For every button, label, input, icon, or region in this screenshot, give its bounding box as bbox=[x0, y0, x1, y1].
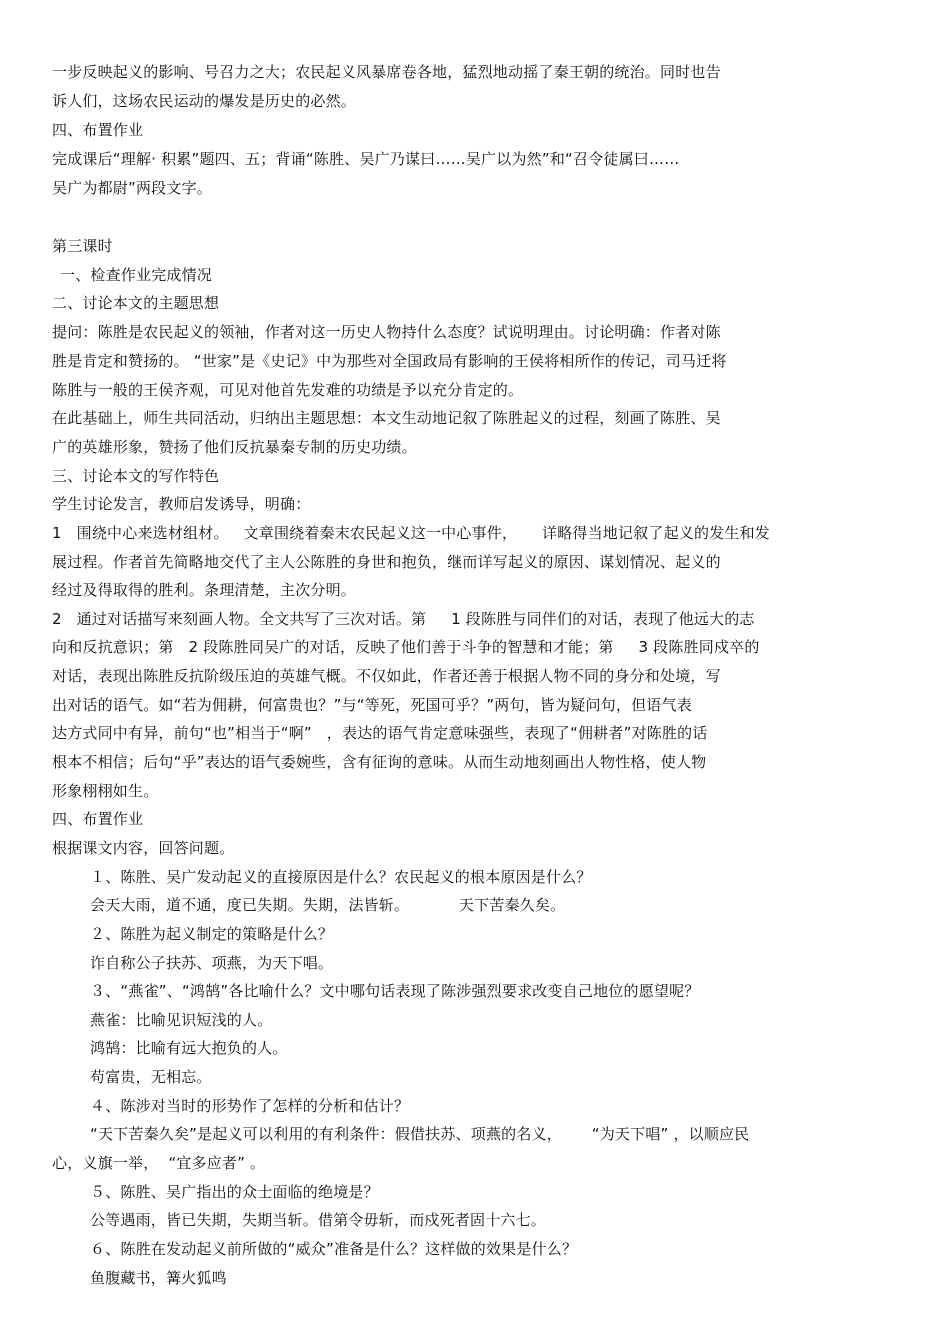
text-line: 在此基础上，师生共同活动，归纳出主题思想：本文生动地记叙了陈胜起义的过程，刻画了陈胜、吴 bbox=[52, 409, 721, 427]
question: ５、陈胜、吴广指出的众士面临的绝境是？ bbox=[90, 1183, 379, 1201]
text-line: 展过程。作者首先简略地交代了主人公陈胜的身世和抱负，继而详写起义的原因、谋划情况、起义的 bbox=[52, 553, 721, 571]
answer: 会天大雨，道不通，度已失期。失期，法皆斩。 天下苦秦久矣。 bbox=[90, 896, 566, 914]
section-heading: 二、讨论本文的主题思想 bbox=[52, 294, 220, 312]
text-line: 根据课文内容，回答问题。 bbox=[52, 839, 235, 857]
answer: 诈自称公子扶苏、项燕，为天下唱。 bbox=[90, 954, 334, 972]
text-line: 完成课后“理解· 积累”题四、五；背诵“陈胜、吴广乃谋曰……吴广以为然”和“召令徒属曰…… bbox=[52, 150, 680, 168]
text-line: 2 通过对话描写来刻画人物。全文共写了三次对话。第 1 段陈胜与同伴们的对话，表现了他远大的志 bbox=[52, 610, 755, 628]
text-line: 根本不相信；后句“乎”表达的语气委婉些，含有征询的意味。从而生动地刻画出人物性格，使人物 bbox=[52, 753, 707, 771]
answer: 心，义旗一举， “宜多应者” 。 bbox=[52, 1154, 266, 1172]
text-line: 胜是肯定和赞扬的。 “世家”是《史记》中为那些对全国政局有影响的王侯将相所作的传记，司马迁将 bbox=[52, 352, 727, 370]
text-line: 诉人们，这场农民运动的爆发是历史的必然。 bbox=[52, 92, 357, 110]
text-line: 学生讨论发言，教师启发诱导，明确： bbox=[52, 495, 311, 513]
section-heading: 一、检查作业完成情况 bbox=[60, 266, 213, 284]
text-line: 向和反抗意识；第 2 段陈胜同吴广的对话，反映了他们善于斗争的智慧和才能；第 3 段陈胜同戍卒的 bbox=[52, 638, 760, 656]
answer: 鸿鹄：比喻有远大抱负的人。 bbox=[90, 1039, 288, 1057]
lesson-title: 第三课时 bbox=[52, 237, 113, 255]
question: ４、陈涉对当时的形势作了怎样的分析和估计？ bbox=[90, 1097, 410, 1115]
answer: 鱼腹藏书，篝火狐鸣 bbox=[90, 1269, 227, 1287]
text-line: 提问：陈胜是农民起义的领袖，作者对这一历史人物持什么态度？试说明理由。讨论明确：作者对陈 bbox=[52, 323, 721, 341]
section-heading: 四、布置作业 bbox=[52, 810, 144, 828]
answer: “天下苦秦久矣”是起义可以利用的有利条件：假借扶苏、项燕的名义， “为天下唱” ，以顺应民 bbox=[90, 1125, 750, 1143]
section-heading: 三、讨论本文的写作特色 bbox=[52, 467, 220, 485]
answer: 公等遇雨，皆已失期，失期当斩。借第令毋斩，而戍死者固十六七。 bbox=[90, 1211, 547, 1229]
text-line: 陈胜与一般的王侯齐观，可见对他首先发难的功绩是予以充分肯定的。 bbox=[52, 381, 524, 399]
text-line: 经过及得取得的胜利。条理清楚，主次分明。 bbox=[52, 581, 357, 599]
question: １、陈胜、吴广发动起义的直接原因是什么？农民起义的根本原因是什么？ bbox=[90, 868, 592, 886]
text-line: 1 围绕中心来选材组材。 文章围绕着秦末农民起义这一中心事件， 详略得当地记叙了起义的发生和发 bbox=[52, 524, 770, 542]
question: ３、“燕雀”、“鸿鹄”各比喻什么？文中哪句话表现了陈涉强烈要求改变自己地位的愿望呢？ bbox=[90, 982, 700, 1000]
section-heading: 四、布置作业 bbox=[52, 121, 144, 139]
question: ６、陈胜在发动起义前所做的“威众”准备是什么？这样做的效果是什么？ bbox=[90, 1240, 578, 1258]
text-line: 对话，表现出陈胜反抗阶级压迫的英雄气概。不仅如此，作者还善于根据人物不同的身分和处境，写 bbox=[52, 667, 721, 685]
text-line: 形象栩栩如生。 bbox=[52, 782, 159, 800]
text-line: 一步反映起义的影响、号召力之大；农民起义风暴席卷各地，猛烈地动摇了秦王朝的统治。同时也告 bbox=[52, 63, 721, 81]
text-line: 出对话的语气。如“若为佣耕，何富贵也？”与“等死，死国可乎？”两句，皆为疑问句，但语气表 bbox=[52, 696, 692, 714]
text-line: 达方式同中有异，前句“也”相当于“啊” ，表达的语气肯定意味强些，表现了“佣耕者”对陈胜的话 bbox=[52, 724, 708, 742]
text-line: 广的英雄形象，赞扬了他们反抗暴秦专制的历史功绩。 bbox=[52, 438, 417, 456]
question: ２、陈胜为起义制定的策略是什么？ bbox=[90, 925, 334, 943]
text-line: 吴广为都尉”两段文字。 bbox=[52, 179, 212, 197]
answer: 苟富贵，无相忘。 bbox=[90, 1068, 212, 1086]
answer: 燕雀：比喻见识短浅的人。 bbox=[90, 1011, 273, 1029]
